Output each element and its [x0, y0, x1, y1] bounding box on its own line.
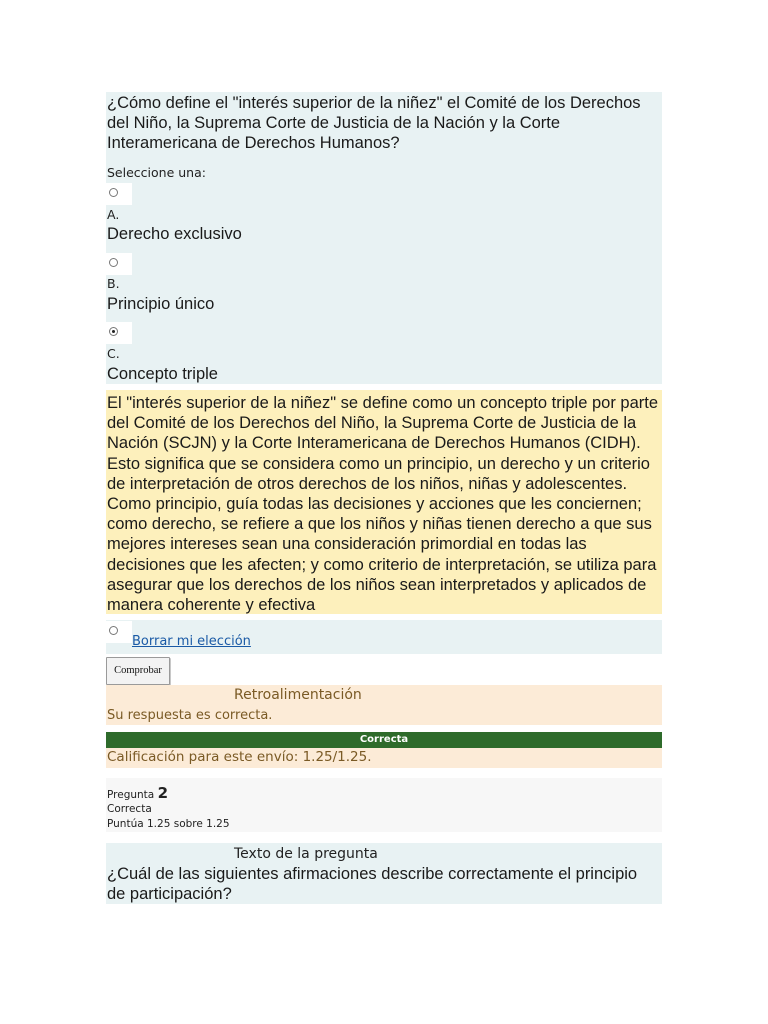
option-b-radio[interactable] [106, 253, 132, 275]
answer-explanation: El "interés superior de la niñez" se define como un concepto triple por parte del Comité de los Derechos del Niño, la Suprema Corte de Justicia de la Nación (SCJN) y la Corte Interamericana de Derechos Humanos (CIDH). Esto significa que se considera como un principio, un derecho y un criterio de interpretación de otros derechos de los niños, niñas y adolescentes. Como principio, guía todas las decisiones y acciones que les conciernen; como derecho, se refiere a que los niños y niñas tienen derecho a que sus mejores intereses sean una consideración primordial en todas las decisiones que les afecten; y como criterio de interpretación, se utiliza para asegurar que los derechos de los niños sean interpretados y aplicados de manera coherente y efectiva [106, 390, 662, 614]
clear-choice-row [106, 620, 662, 654]
question-2-panel [106, 843, 662, 904]
feedback-panel [106, 685, 662, 725]
option-c-text[interactable]: Concepto triple [107, 365, 218, 383]
question-1-panel [106, 92, 662, 384]
option-a-radio[interactable] [106, 183, 132, 205]
clear-choice-link[interactable]: Borrar mi elección [132, 634, 251, 649]
feedback-heading: Retroalimentación [234, 687, 362, 703]
clear-choice-radio[interactable] [106, 621, 132, 643]
option-b-letter: B. [107, 276, 120, 291]
question-2-info [106, 778, 662, 832]
radio-unchecked-icon [109, 258, 118, 267]
question-1-text: ¿Cómo define el "interés superior de la niñez" el Comité de los Derechos del Niño, la Suprema Corte de Justicia de la Nación y la Corte Interamericana de Derechos Humanos? [107, 94, 641, 152]
question-2-text: ¿Cuál de las siguientes afirmaciones describe correctamente el principio de participación? [107, 865, 638, 903]
select-one-label: Seleccione una: [107, 165, 206, 180]
radio-checked-icon [109, 327, 118, 336]
check-button[interactable]: Comprobar [106, 657, 170, 685]
correct-status-bar: Correcta [106, 732, 662, 748]
option-c-letter: C. [107, 346, 120, 361]
grade-text: Calificación para este envío: 1.25/1.25. [107, 749, 372, 765]
option-a-letter: A. [107, 207, 120, 222]
radio-unchecked-icon [109, 188, 118, 197]
question-2-state: Correcta [107, 803, 152, 815]
option-b-text[interactable]: Principio único [107, 295, 215, 313]
question-2-heading [107, 784, 168, 802]
option-c-radio[interactable] [106, 322, 132, 344]
question-text-heading: Texto de la pregunta [234, 846, 378, 862]
grade-panel [106, 748, 662, 768]
option-a-text[interactable]: Derecho exclusivo [107, 225, 242, 243]
pregunta-label: Pregunta [107, 789, 155, 801]
radio-unchecked-icon [109, 626, 118, 635]
question-number: 2 [157, 784, 169, 802]
feedback-message: Su respuesta es correcta. [107, 708, 273, 723]
question-2-score: Puntúa 1.25 sobre 1.25 [107, 818, 230, 830]
